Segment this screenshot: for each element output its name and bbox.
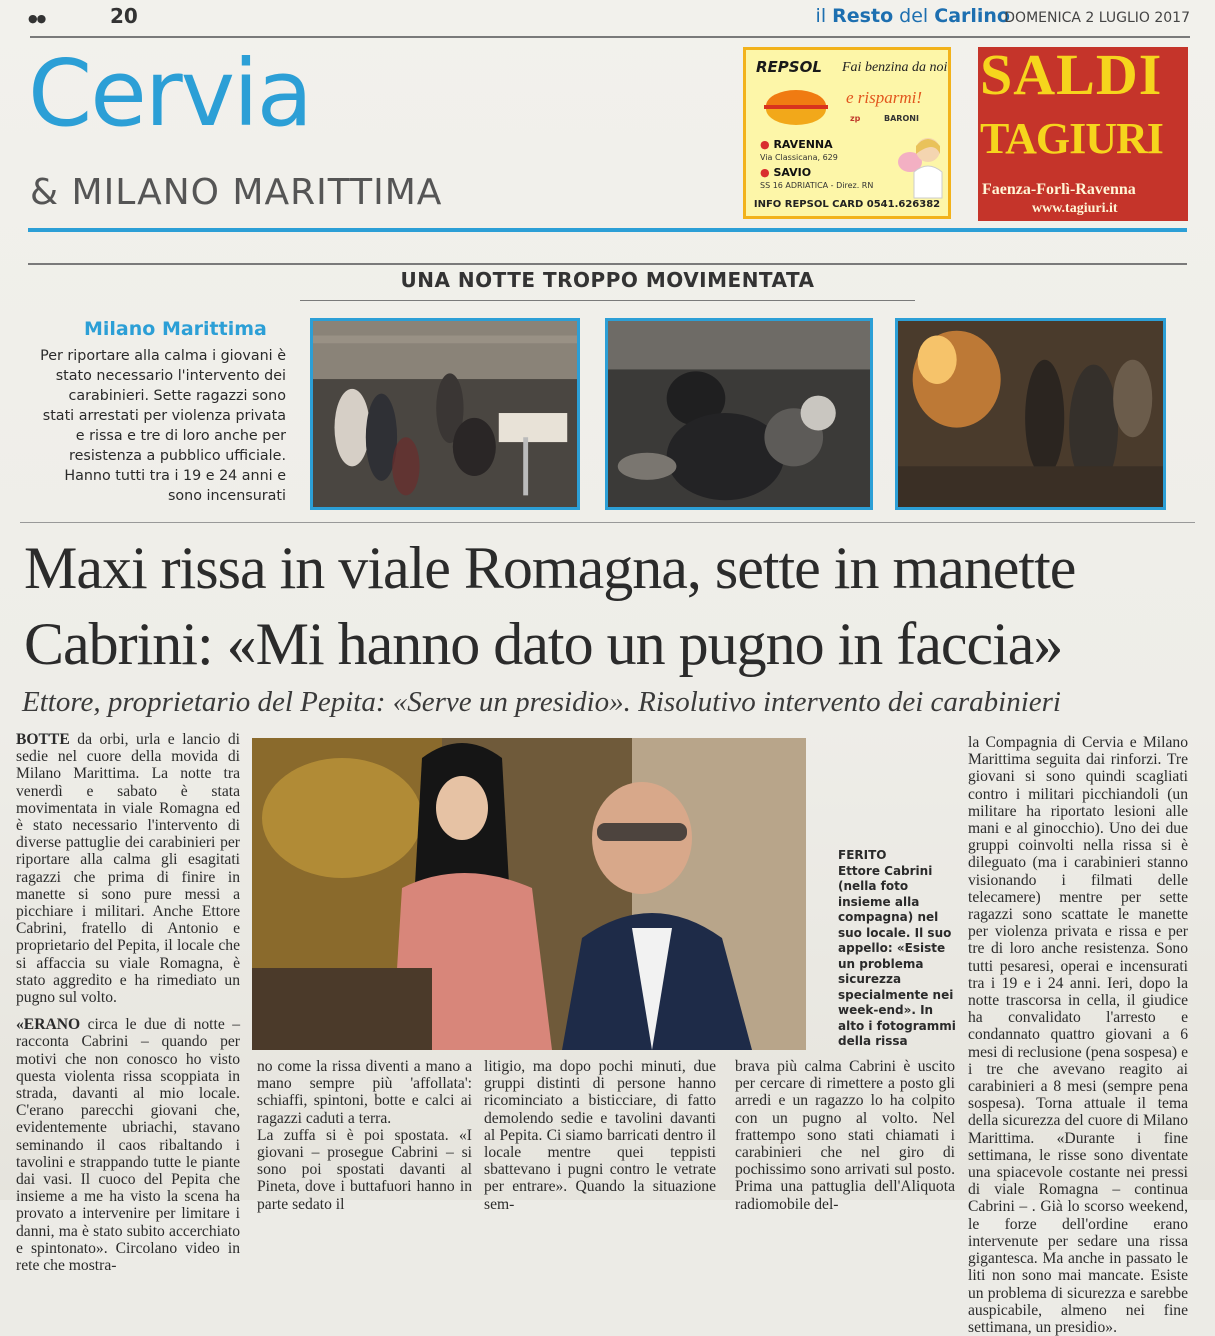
repsol-city-ravenna-label: RAVENNA	[773, 138, 833, 151]
article-column-5	[968, 734, 1188, 1336]
ferito-text: Ettore Cabrini (nella foto insieme alla compagna) nel suo locale. Il suo appello: «Esiste un problema sicurezza specialmente nei week-end». In alto i fotogrammi della rissa	[838, 863, 956, 1048]
masthead-carlino: Carlino	[934, 5, 1010, 27]
headline-rule	[20, 522, 1195, 523]
kicker: UNA NOTTE TROPPO MOVIMENTATA	[400, 268, 815, 292]
section-rule	[28, 228, 1187, 232]
repsol-logo-icon	[760, 84, 832, 128]
repsol-info: INFO REPSOL CARD 0541.626382	[753, 199, 941, 210]
ferito-label: FERITO	[838, 848, 887, 862]
col2-text-1: no come la rissa diventi a mano a mano sempre più 'affollata': schiaffi, spintoni, botte e calci ai ragazzi caduti a terra.	[257, 1058, 472, 1127]
page-number: 20	[110, 4, 138, 28]
fight-photo-3	[895, 318, 1166, 510]
col1-lead: BOTTE	[16, 731, 70, 748]
photo-caption-ferito	[838, 848, 960, 1050]
masthead-del: del	[899, 5, 929, 27]
repsol-city-savio	[760, 166, 811, 179]
saldi-line-1: SALDI	[980, 42, 1163, 107]
bullet-icon: ●	[760, 138, 774, 151]
photo-caption-title: Milano Marittima	[84, 318, 267, 340]
article-column-2	[257, 1058, 472, 1213]
subheadline: Ettore, proprietario del Pepita: «Serve un presidio». Risolutivo intervento dei carabinieri	[22, 686, 1061, 718]
cabrini-photo	[252, 738, 806, 1050]
repsol-brand: REPSOL	[756, 58, 822, 76]
repsol-slogan-1: Fai benzina da noi	[842, 60, 948, 75]
kicker-rule-top	[28, 263, 1187, 265]
header-rule	[30, 36, 1190, 38]
col1-text-2: circa le due di notte – racconta Cabrini – quando per motivi che non conosco ho visto questa violenta rissa scoppiata in strada, davanti al mio locale. C'erano parecchi giovani che, evidentemente ubriachi, stavano seminando il caos ribaltando i tavolini e strappando tutte le piante dai vasi. Il cuoco del Pepita che insieme a me ha visto la scena ha provato a intervenire per limitare i danni, ma è stato subito accerchiato e spintonato». Circolano video in rete che mostra-	[16, 1016, 240, 1275]
col3-text-1: litigio, ma dopo pochi minuti, due gruppi distinti di persone hanno ricominciato a bisticciare, di fatto demolendo sedie e tavolini davanti al Pepita. Ci siamo barricati dentro il locale mentre quei teppisti sbattevano i pugni contro le vetrate per entrare». Quando la situazione sem-	[484, 1058, 716, 1213]
col1-text-1: da orbi, urla e lancio di sedie nel cuore della movida di Milano Marittima. La notte tra venerdì e sabato è stata movimentata in viale Romagna ed è stato necessario l'intervento di diverse pattuglie dei carabinieri per riportare alla calma gli esagitati ragazzi che prima di finire in manette si sono pure messi a picchiare i militari. Anche Ettore Cabrini, fratello di Antonio e proprietario del Pepita, il locale che si affaccia su viale Romagna, è stato aggredito e ha rimediato un pugno sul volto.	[16, 731, 241, 1007]
masthead	[816, 5, 1010, 27]
col1-paragraph-1	[16, 731, 240, 1006]
photo-caption-text: Per riportare alla calma i giovani è stato necessario l'intervento dei carabinieri. Sette ragazzi sono stati arrestati per violenza privata e rissa e tre di loro anche per resistenza a pubblico ufficiale. Hanno tutti tra i 19 e 24 anni e sono incensurati	[40, 348, 286, 504]
saldi-tagiuri-ad[interactable]	[978, 42, 1188, 221]
section-title: Cervia	[28, 40, 312, 147]
page-header	[20, 4, 1190, 32]
page-dots: ●●	[28, 12, 46, 25]
saldi-line-3: Faenza-Forlì-Ravenna	[982, 181, 1136, 198]
saldi-line-2: TAGIURI	[980, 114, 1163, 163]
masthead-prefix: il	[815, 5, 827, 27]
col2-text-2: La zuffa si è poi spostata. «I giovani – prosegue Cabrini – si sono poi spostati davanti al Pineta, dove i buttafuori hanno in parte sedato il	[257, 1126, 472, 1213]
fight-photo-2	[605, 318, 873, 510]
article-column-3	[484, 1058, 716, 1213]
kicker-rule-bottom	[300, 300, 915, 301]
col1-lead-2: «ERANO	[16, 1016, 81, 1034]
repsol-city-ravenna	[760, 138, 833, 151]
article-column-4	[735, 1058, 955, 1213]
headline-line-1: Maxi rissa in viale Romagna, sette in manette	[24, 535, 1076, 601]
bullet-icon: ●	[760, 166, 774, 179]
baroni-partner: BARONI	[884, 114, 919, 123]
col5-text-1: la Compagnia di Cervia e Milano Marittima seguita dai rinforzi. Tre giovani si sono quindi scagliati contro i militari picchiandoli (un militare ha riportato lesioni alle mani e al ginocchio). Uno dei due gruppi coinvolti nella rissa si è dileguato (ma i carabinieri stanno visionando i filmati delle telecamere) mentre per sette ragazzi sono scattate le manette per violenza privata e rissa e per tre di loro anche resistenza. Sono tutti pesaresi, operai e incensurati tra i 19 e i 24 anni. Ieri, dopo la notte trascorsa in cella, il giudice ha convalidato l'arresto e condannato quattro giovani a 6 mesi di reclusione (pena sospesa) e i tre che avevano reagito ai carabinieri a 8 mesi (sempre pena sospesa). Torna attuale il tema della sicurezza del cuore di Milano Marittima. «Durante i fine settimana, le risse sono diventate una spiacevole costante nei pressi di viale Romagna – continua Cabrini – . Già lo scorso weekend, le forze dell'ordine erano intervenute per sedare una rissa gigantesca. Ma anche in passato le liti non sono mai mancate. Esiste un problema di sicurezza e sarebbe auspicabile, almeno nei fine settimana, un presidio».	[968, 734, 1188, 1336]
headline-line-2: Cabrini: «Mi hanno dato un pugno in faccia»	[24, 611, 1063, 677]
repsol-slogan-2: e risparmi!	[846, 88, 923, 107]
issue-date: DOMENICA 2 LUGLIO 2017	[1004, 10, 1190, 26]
repsol-address-ravenna: Via Classicana, 629	[760, 153, 838, 162]
repsol-city-savio-label: SAVIO	[773, 166, 812, 179]
piggy-bank-icon	[896, 132, 946, 198]
repsol-ad[interactable]	[743, 47, 951, 219]
fight-photo-1	[310, 318, 580, 510]
col4-text-1: brava più calma Cabrini è uscito per cercare di rimettere a posto gli arredi e un ragazzo lo ha colpito con un pugno al volto. Nel frattempo sono stati chiamati i carabinieri che nel giro di pochissimo sono arrivati sul posto. Prima una pattuglia dell'Aliquota radiomobile del-	[735, 1058, 955, 1213]
col1-paragraph-2	[16, 1016, 240, 1274]
saldi-website[interactable]: www.tagiuri.it	[1032, 201, 1118, 216]
zp-partner: zp	[850, 114, 861, 123]
section-subtitle: & MILANO MARITTIMA	[30, 172, 443, 213]
masthead-resto: Resto	[832, 5, 894, 27]
article-column-1	[16, 731, 241, 1275]
repsol-address-savio: SS 16 ADRIATICA - Direz. RN	[760, 181, 874, 190]
